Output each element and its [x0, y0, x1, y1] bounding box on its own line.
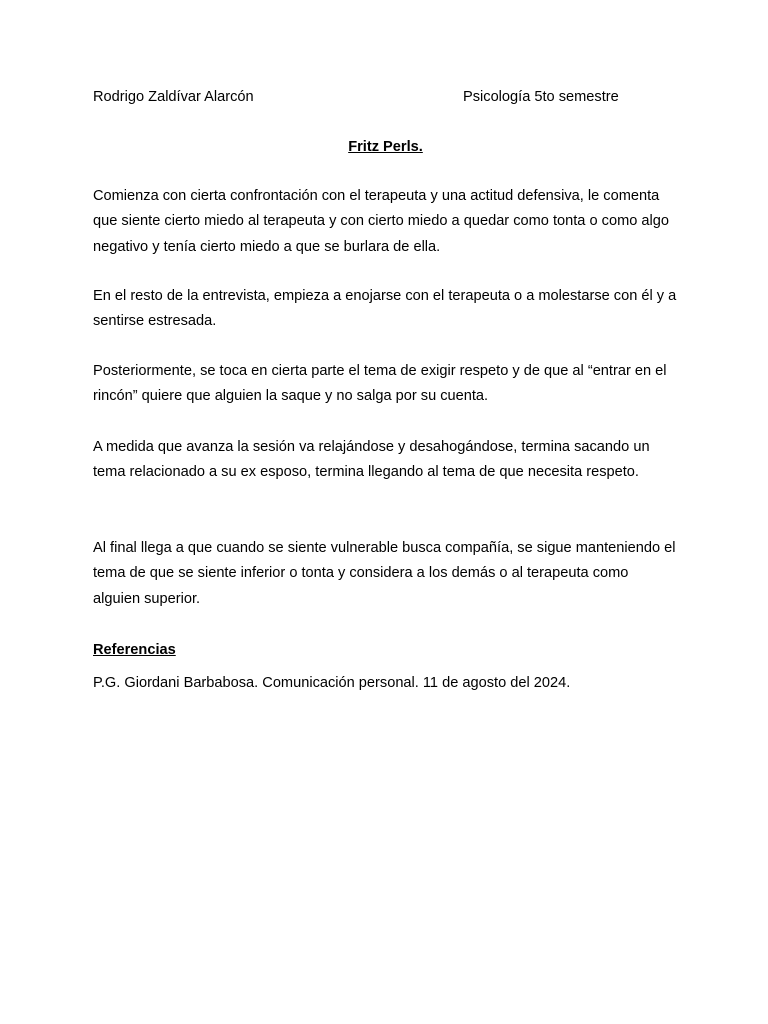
references-heading: Referencias [93, 642, 176, 658]
author-name: Rodrigo Zaldívar Alarcón [93, 89, 254, 105]
body-paragraph: A medida que avanza la sesión va relajándose y desahogándose, termina sacando un tema relacionado a su ex esposo, termina llegando al tema de que necesita respeto. [93, 439, 650, 481]
body-paragraph: En el resto de la entrevista, empieza a enojarse con el terapeuta o a molestarse con él y a sentirse estresada. [93, 288, 677, 330]
body-paragraph: Posteriormente, se toca en cierta parte el tema de exigir respeto y de que al “entrar en el rincón” quiere que alguien la saque y no salga por su cuenta. [93, 363, 667, 405]
body-paragraph: Al final llega a que cuando se siente vulnerable busca compañía, se sigue manteniendo el tema de que se siente inferior o tonta y considera a los demás o al terapeuta como alguien superior. [93, 540, 676, 607]
course-name: Psicología 5to semestre [463, 89, 619, 105]
document-header [93, 87, 678, 107]
document-title: Fritz Perls. [348, 139, 423, 155]
document-page [93, 0, 678, 1024]
body-paragraph: Comienza con cierta confrontación con el terapeuta y una actitud defensiva, le comenta que siente cierto miedo al terapeuta y con cierto miedo a quedar como tonta o como algo negativo y tenía cierto miedo a que se burlara de ella. [93, 188, 669, 255]
reference-item: P.G. Giordani Barbabosa. Comunicación personal. 11 de agosto del 2024. [93, 675, 571, 691]
